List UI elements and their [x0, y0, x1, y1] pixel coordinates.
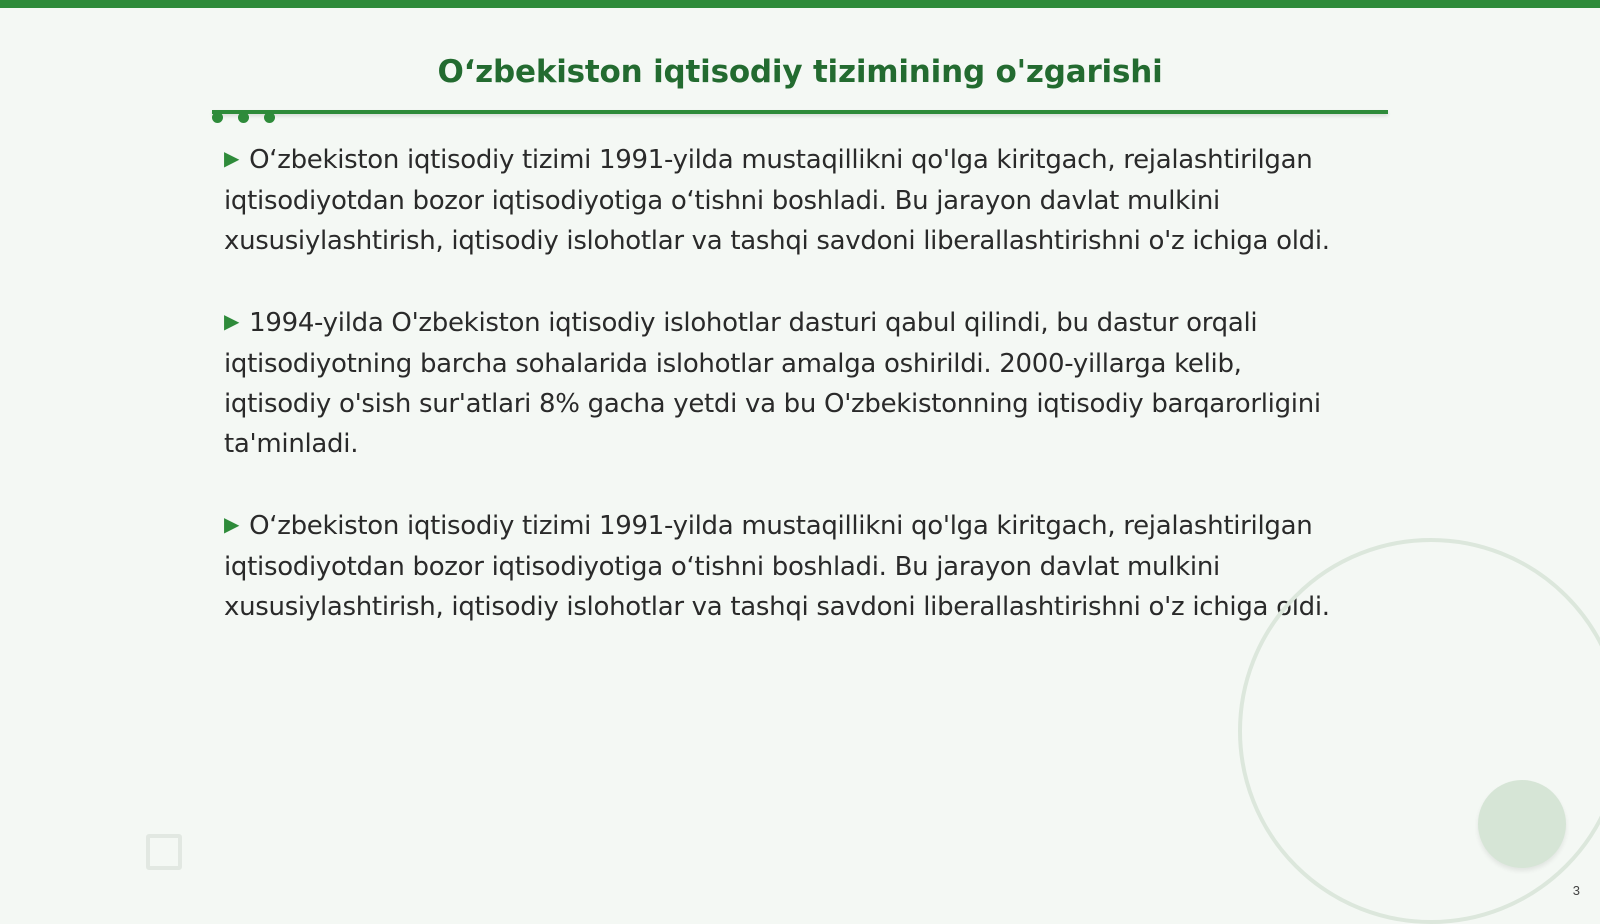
title-underline [212, 110, 1388, 114]
bullet-text: O‘zbekiston iqtisodiy tizimi 1991-yilda mustaqillikni qo'lga kiritgach, rejalashtirilgan iqtisodiyotdan bozor iqtisodiyotiga o‘tishni boshladi. Bu jarayon davlat mulkini xususiylashtirish, iqtisodiy islohotlar va tashqi savdoni liberallashtirishni o'z ichiga oldi. [224, 511, 1330, 622]
bullet-text: 1994-yilda O'zbekiston iqtisodiy islohotlar dasturi qabul qilindi, bu dastur orqali iqtisodiyotning barcha sohalarida islohotlar amalga oshirildi. 2000-yillarga kelib, iqtisodiy o'sish sur'atlari 8% gacha yetdi va bu O'zbekistonning iqtisodiy barqarorligini ta'minladi. [224, 308, 1321, 459]
decorative-dot [264, 112, 275, 123]
bullet-text: O‘zbekiston iqtisodiy tizimi 1991-yilda mustaqillikni qo'lga kiritgach, rejalashtirilgan iqtisodiyotdan bozor iqtisodiyotiga o‘tishni boshladi. Bu jarayon davlat mulkini xususiylashtirish, iqtisodiy islohotlar va tashqi savdoni liberallashtirishni o'z ichiga oldi. [224, 145, 1330, 256]
bullet-item [224, 506, 1344, 627]
decorative-circle [1478, 780, 1566, 868]
decorative-dot [238, 112, 249, 123]
page-number: 3 [1572, 883, 1580, 898]
decorative-square [146, 834, 182, 870]
bullet-item [224, 140, 1344, 261]
top-accent-bar [0, 0, 1600, 8]
triangle-bullet-icon: ▶ [224, 512, 240, 536]
triangle-bullet-icon: ▶ [224, 146, 240, 170]
triangle-bullet-icon: ▶ [224, 309, 240, 333]
bullet-list [224, 140, 1344, 669]
slide-title: O‘zbekiston iqtisodiy tizimining o'zgarishi [437, 54, 1163, 90]
decorative-dot [212, 112, 223, 123]
bullet-item [224, 303, 1344, 464]
decorative-ring [1238, 538, 1600, 924]
